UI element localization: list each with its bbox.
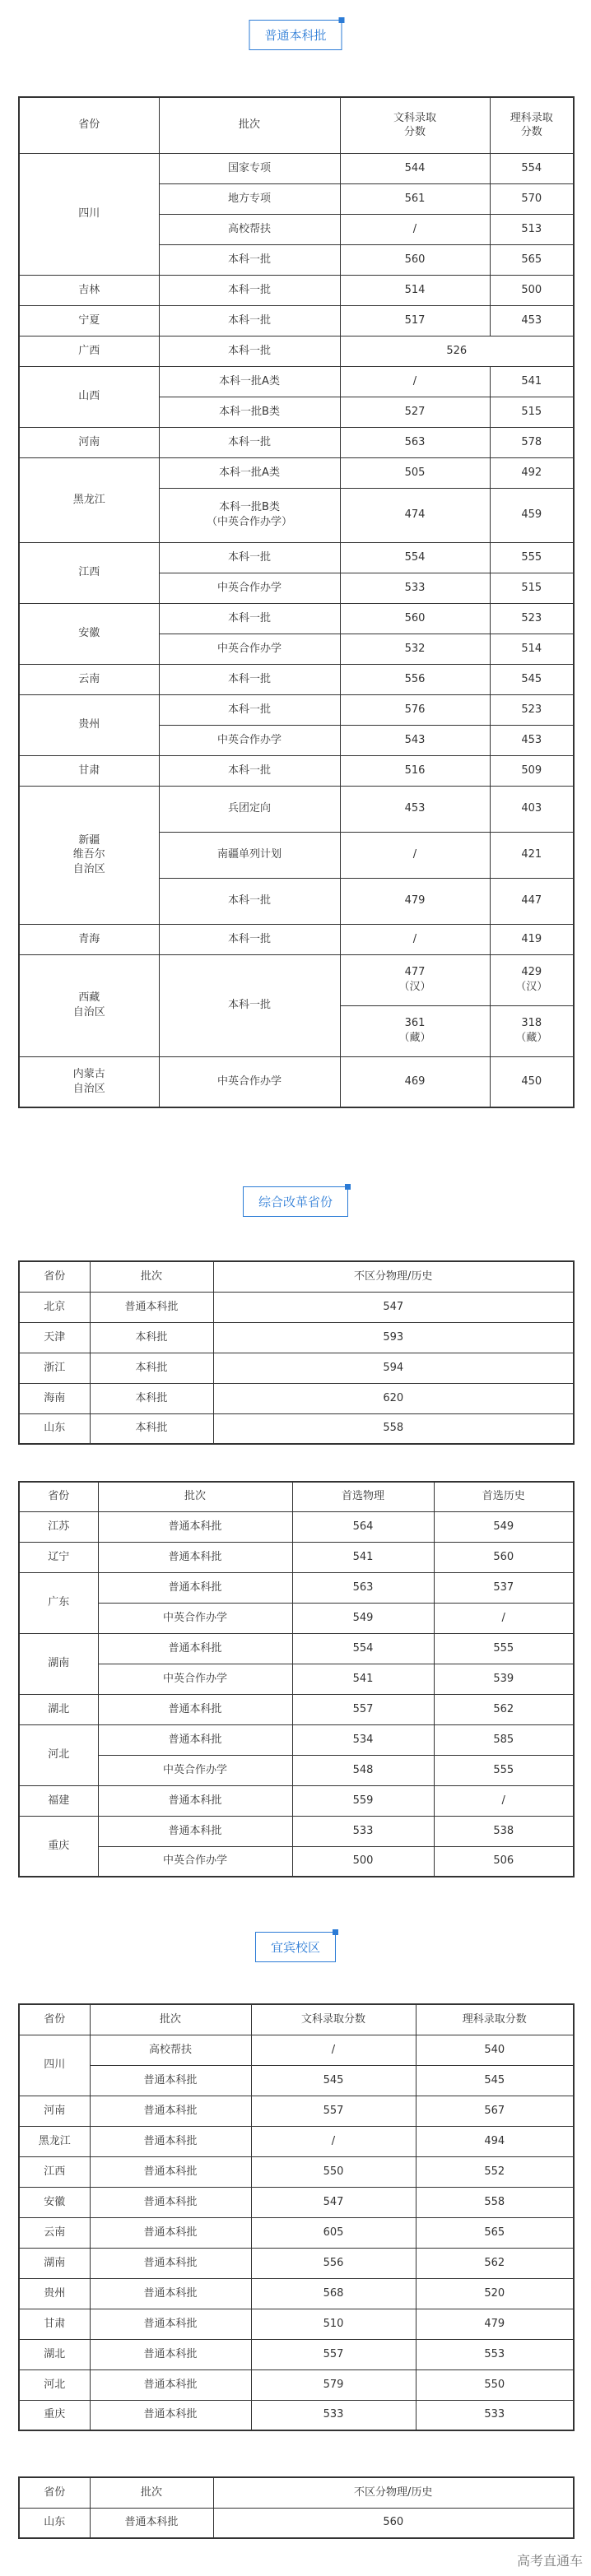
liberal-arts-score-cell: 516 [340,755,490,786]
liberal-arts-score-cell: 554 [340,542,490,573]
province-cell: 青海 [19,924,159,954]
province-cell: 云南 [19,664,159,694]
province-cell: 四川 [19,153,159,275]
column-header: 批次 [90,1261,213,1292]
liberal-arts-score-cell: 557 [251,2339,416,2369]
science-score-cell: 570 [490,183,574,214]
yibin-campus-table-a [18,2003,575,2431]
batch-cell: 普通本科批 [90,2400,251,2430]
table-row [19,2278,574,2309]
science-score-cell: 578 [490,427,574,457]
batch-cell: 兵团定向 [159,786,340,832]
science-score-cell: 558 [416,2187,574,2217]
history-score-cell: 549 [434,1511,574,1542]
province-cell: 山西 [19,366,159,427]
province-cell: 福建 [19,1785,98,1816]
score-cell: 620 [213,1383,574,1413]
liberal-arts-score-cell: 474 [340,488,490,542]
table-row [19,2156,574,2187]
province-cell: 黑龙江 [19,2126,90,2156]
batch-cell: 普通本科批 [90,2278,251,2309]
regular-admission-table [18,96,575,1108]
column-header: 批次 [90,2477,213,2508]
science-score-cell: 555 [490,542,574,573]
table-row [19,1816,574,1846]
science-score-cell: 553 [416,2339,574,2369]
physics-score-cell: 533 [292,1816,434,1846]
liberal-arts-score-cell: 477 （汉） [340,954,490,1005]
column-header: 不区分物理/历史 [213,1261,574,1292]
liberal-arts-score-cell: 533 [340,573,490,603]
column-header: 首选物理 [292,1482,434,1511]
liberal-arts-score-cell: / [340,366,490,397]
science-score-cell: 494 [416,2126,574,2156]
science-score-cell: 492 [490,457,574,488]
batch-cell: 本科批 [90,1353,213,1383]
table-row [19,2187,574,2217]
science-score-cell: 533 [416,2400,574,2430]
liberal-arts-score-cell: 579 [251,2369,416,2400]
table-header-row [19,97,574,153]
column-header: 省份 [19,2477,90,2508]
province-cell: 安徽 [19,2187,90,2217]
physics-score-cell: 500 [292,1846,434,1877]
table-row [19,427,574,457]
liberal-arts-score-cell: 361 （藏） [340,1005,490,1056]
liberal-arts-score-cell: 557 [251,2096,416,2126]
table-row [19,786,574,832]
liberal-arts-score-cell: 556 [340,664,490,694]
science-score-cell: 514 [490,634,574,664]
province-cell: 河北 [19,2369,90,2400]
batch-cell: 本科一批B类 [159,397,340,427]
history-score-cell: / [434,1785,574,1816]
science-score-cell: 552 [416,2156,574,2187]
liberal-arts-score-cell: 560 [340,603,490,634]
batch-cell: 高校帮扶 [90,2035,251,2065]
section-title-reform [243,1186,348,1217]
science-score-cell: 545 [490,664,574,694]
science-score-cell: 523 [490,694,574,725]
table-row [19,1633,574,1664]
batch-cell: 本科一批 [159,305,340,336]
column-header: 省份 [19,2004,90,2035]
province-cell: 甘肃 [19,755,159,786]
liberal-arts-score-cell: 527 [340,397,490,427]
table-row [19,954,574,1005]
liberal-arts-score-cell: 505 [340,457,490,488]
table-row [19,1542,574,1572]
liberal-arts-score-cell: 544 [340,153,490,183]
batch-cell: 本科批 [90,1413,213,1444]
science-score-cell: 541 [490,366,574,397]
science-score-cell: 453 [490,725,574,755]
batch-cell: 中英合作办学 [159,573,340,603]
table-row [19,924,574,954]
title-corner-mark [339,17,345,23]
science-score-cell: 520 [416,2278,574,2309]
reform-provinces-table-b [18,1481,575,1877]
table-header-row [19,1482,574,1511]
table-row [19,366,574,397]
history-score-cell: 562 [434,1694,574,1724]
score-cell: 547 [213,1292,574,1322]
column-header: 首选历史 [434,1482,574,1511]
column-header: 理科录取 分数 [490,97,574,153]
science-score-cell: 567 [416,2096,574,2126]
batch-cell: 普通本科批 [98,1724,292,1755]
science-score-cell: 515 [490,397,574,427]
province-cell: 甘肃 [19,2309,90,2339]
batch-cell: 本科一批A类 [159,457,340,488]
batch-cell: 中英合作办学 [98,1603,292,1633]
province-cell: 重庆 [19,2400,90,2430]
column-header: 省份 [19,1482,98,1511]
table-row [19,1603,574,1633]
batch-cell: 本科批 [90,1383,213,1413]
province-cell: 湖南 [19,1633,98,1694]
history-score-cell: 560 [434,1542,574,1572]
liberal-arts-score-cell: 479 [340,878,490,924]
table-row [19,755,574,786]
province-cell: 宁夏 [19,305,159,336]
batch-cell: 本科一批 [159,664,340,694]
batch-cell: 地方专项 [159,183,340,214]
table-row [19,1292,574,1322]
batch-cell: 普通本科批 [90,2065,251,2096]
title-corner-mark [333,1929,338,1935]
science-score-cell: 419 [490,924,574,954]
batch-cell: 普通本科批 [90,2096,251,2126]
physics-score-cell: 557 [292,1694,434,1724]
column-header: 文科录取 分数 [340,97,490,153]
science-score-cell: 554 [490,153,574,183]
batch-cell: 本科一批 [159,924,340,954]
liberal-arts-score-cell: / [340,832,490,878]
score-cell: 558 [213,1413,574,1444]
table-row [19,1785,574,1816]
history-score-cell: 538 [434,1816,574,1846]
batch-cell: 普通本科批 [90,2508,213,2538]
province-cell: 黑龙江 [19,457,159,542]
liberal-arts-score-cell: 517 [340,305,490,336]
province-cell: 西藏 自治区 [19,954,159,1056]
batch-cell: 本科一批 [159,427,340,457]
province-cell: 山东 [19,1413,90,1444]
province-cell: 四川 [19,2035,90,2096]
batch-cell: 中英合作办学 [159,634,340,664]
province-cell: 湖北 [19,1694,98,1724]
province-cell: 湖南 [19,2248,90,2278]
table-row [19,1056,574,1107]
liberal-arts-score-cell: 560 [340,244,490,275]
column-header: 省份 [19,97,159,153]
science-score-cell: 565 [490,244,574,275]
batch-cell: 本科一批 [159,542,340,573]
liberal-arts-score-cell: / [251,2126,416,2156]
history-score-cell: / [434,1603,574,1633]
liberal-arts-score-cell: 514 [340,275,490,305]
science-score-cell: 565 [416,2217,574,2248]
history-score-cell: 555 [434,1755,574,1785]
table-row [19,275,574,305]
score-cell: 594 [213,1353,574,1383]
column-header: 文科录取分数 [251,2004,416,2035]
science-score-cell: 318 （藏） [490,1005,574,1056]
province-cell: 山东 [19,2508,90,2538]
batch-cell: 中英合作办学 [98,1664,292,1694]
table-row [19,2096,574,2126]
batch-cell: 普通本科批 [90,2217,251,2248]
physics-score-cell: 559 [292,1785,434,1816]
liberal-arts-score-cell: 532 [340,634,490,664]
science-score-cell: 447 [490,878,574,924]
history-score-cell: 585 [434,1724,574,1755]
batch-cell: 普通本科批 [98,1694,292,1724]
physics-score-cell: 541 [292,1542,434,1572]
liberal-arts-score-cell: 533 [251,2400,416,2430]
physics-score-cell: 534 [292,1724,434,1755]
batch-cell: 普通本科批 [98,1785,292,1816]
liberal-arts-score-cell: 576 [340,694,490,725]
table-row [19,1413,574,1444]
province-cell: 吉林 [19,275,159,305]
science-score-cell: 545 [416,2065,574,2096]
score-cell: 526 [340,336,574,366]
physics-score-cell: 563 [292,1572,434,1603]
science-score-cell: 523 [490,603,574,634]
title-corner-mark [345,1184,351,1190]
batch-cell: 普通本科批 [90,2248,251,2278]
liberal-arts-score-cell: 453 [340,786,490,832]
column-header: 不区分物理/历史 [213,2477,574,2508]
batch-cell: 本科一批A类 [159,366,340,397]
table-row [19,336,574,366]
table-row [19,1846,574,1877]
batch-cell: 普通本科批 [90,2339,251,2369]
liberal-arts-score-cell: 469 [340,1056,490,1107]
history-score-cell: 506 [434,1846,574,1877]
table-row [19,1353,574,1383]
liberal-arts-score-cell: 563 [340,427,490,457]
table-header-row [19,2477,574,2508]
score-cell: 560 [213,2508,574,2538]
batch-cell: 普通本科批 [98,1816,292,1846]
table-header-row [19,1261,574,1292]
column-header: 理科录取分数 [416,2004,574,2035]
table-row [19,664,574,694]
science-score-cell: 540 [416,2035,574,2065]
table-row [19,153,574,183]
table-row [19,1383,574,1413]
science-score-cell: 453 [490,305,574,336]
science-score-cell: 500 [490,275,574,305]
physics-score-cell: 549 [292,1603,434,1633]
reform-provinces-table-a [18,1260,575,1445]
province-cell: 贵州 [19,2278,90,2309]
province-cell: 辽宁 [19,1542,98,1572]
batch-cell: 普通本科批 [98,1511,292,1542]
history-score-cell: 555 [434,1633,574,1664]
batch-cell: 本科一批 [159,878,340,924]
table-row [19,2508,574,2538]
batch-cell: 普通本科批 [98,1542,292,1572]
batch-cell: 本科一批 [159,603,340,634]
liberal-arts-score-cell: / [340,924,490,954]
science-score-cell: 562 [416,2248,574,2278]
table-row [19,1511,574,1542]
science-score-cell: 403 [490,786,574,832]
province-cell: 河南 [19,427,159,457]
physics-score-cell: 541 [292,1664,434,1694]
table-row [19,1755,574,1785]
science-score-cell: 421 [490,832,574,878]
batch-cell: 普通本科批 [90,2126,251,2156]
batch-cell: 本科一批 [159,275,340,305]
table-row [19,1322,574,1353]
section-title-regular [249,20,342,50]
table-row [19,2369,574,2400]
watermark: 高考直通车 [516,2553,583,2569]
batch-cell: 中英合作办学 [159,1056,340,1107]
column-header: 批次 [98,1482,292,1511]
history-score-cell: 537 [434,1572,574,1603]
batch-cell: 高校帮扶 [159,214,340,244]
province-cell: 河北 [19,1724,98,1785]
batch-cell: 本科一批 [159,244,340,275]
province-cell: 天津 [19,1322,90,1353]
province-cell: 浙江 [19,1353,90,1383]
batch-cell: 普通本科批 [90,2309,251,2339]
liberal-arts-score-cell: / [251,2035,416,2065]
province-cell: 北京 [19,1292,90,1322]
table-row [19,2065,574,2096]
science-score-cell: 550 [416,2369,574,2400]
province-cell: 云南 [19,2217,90,2248]
table-row [19,1694,574,1724]
province-cell: 江西 [19,2156,90,2187]
liberal-arts-score-cell: 543 [340,725,490,755]
column-header: 批次 [90,2004,251,2035]
batch-cell: 南疆单列计划 [159,832,340,878]
science-score-cell: 450 [490,1056,574,1107]
table-row [19,542,574,573]
table-row [19,2035,574,2065]
liberal-arts-score-cell: 556 [251,2248,416,2278]
batch-cell: 本科一批 [159,954,340,1056]
province-cell: 海南 [19,1383,90,1413]
section-title-text: 宜宾校区 [270,1940,321,1955]
province-cell: 安徽 [19,603,159,664]
province-cell: 重庆 [19,1816,98,1877]
province-cell: 内蒙古 自治区 [19,1056,159,1107]
province-cell: 广西 [19,336,159,366]
batch-cell: 本科批 [90,1322,213,1353]
physics-score-cell: 554 [292,1633,434,1664]
province-cell: 湖北 [19,2339,90,2369]
liberal-arts-score-cell: 550 [251,2156,416,2187]
science-score-cell: 515 [490,573,574,603]
batch-cell: 普通本科批 [98,1572,292,1603]
science-score-cell: 429 （汉） [490,954,574,1005]
table-row [19,2309,574,2339]
section-title-text: 综合改革省份 [258,1195,333,1209]
table-row [19,305,574,336]
table-row [19,2400,574,2430]
batch-cell: 普通本科批 [90,2187,251,2217]
score-cell: 593 [213,1322,574,1353]
table-row [19,1572,574,1603]
province-cell: 贵州 [19,694,159,755]
batch-cell: 本科一批 [159,336,340,366]
batch-cell: 中英合作办学 [98,1846,292,1877]
science-score-cell: 479 [416,2309,574,2339]
liberal-arts-score-cell: 545 [251,2065,416,2096]
section-title-yibin [255,1932,336,1962]
table-row [19,1724,574,1755]
liberal-arts-score-cell: 568 [251,2278,416,2309]
physics-score-cell: 548 [292,1755,434,1785]
column-header: 省份 [19,1261,90,1292]
liberal-arts-score-cell: 510 [251,2309,416,2339]
batch-cell: 普通本科批 [98,1633,292,1664]
province-cell: 新疆 维吾尔 自治区 [19,786,159,924]
table-row [19,2248,574,2278]
province-cell: 江苏 [19,1511,98,1542]
liberal-arts-score-cell: 561 [340,183,490,214]
batch-cell: 普通本科批 [90,2369,251,2400]
table-row [19,2339,574,2369]
batch-cell: 中英合作办学 [159,725,340,755]
science-score-cell: 459 [490,488,574,542]
section-title-text: 普通本科批 [264,28,327,43]
table-row [19,603,574,634]
liberal-arts-score-cell: / [340,214,490,244]
batch-cell: 普通本科批 [90,1292,213,1322]
table-row [19,2217,574,2248]
batch-cell: 中英合作办学 [98,1755,292,1785]
batch-cell: 国家专项 [159,153,340,183]
province-cell: 江西 [19,542,159,603]
history-score-cell: 539 [434,1664,574,1694]
science-score-cell: 509 [490,755,574,786]
yibin-campus-table-b [18,2476,575,2539]
table-row [19,1664,574,1694]
table-row [19,2126,574,2156]
batch-cell: 本科一批 [159,694,340,725]
province-cell: 广东 [19,1572,98,1633]
batch-cell: 普通本科批 [90,2156,251,2187]
batch-cell: 本科一批 [159,755,340,786]
table-header-row [19,2004,574,2035]
table-row [19,694,574,725]
column-header: 批次 [159,97,340,153]
liberal-arts-score-cell: 605 [251,2217,416,2248]
physics-score-cell: 564 [292,1511,434,1542]
science-score-cell: 513 [490,214,574,244]
province-cell: 河南 [19,2096,90,2126]
liberal-arts-score-cell: 547 [251,2187,416,2217]
batch-cell: 本科一批B类 （中英合作办学） [159,488,340,542]
table-row [19,457,574,488]
